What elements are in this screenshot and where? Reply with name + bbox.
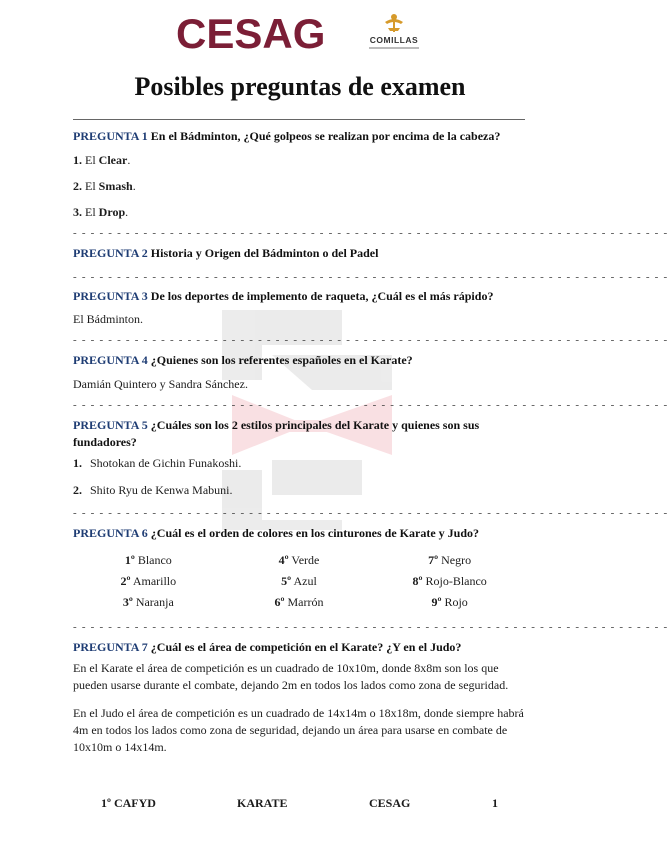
- question-label: PREGUNTA 6: [73, 526, 148, 540]
- question-3: [73, 288, 525, 305]
- question-1: [73, 128, 525, 145]
- question-label: PREGUNTA 1: [73, 129, 148, 143]
- question-5: [73, 417, 525, 451]
- comillas-crest-icon: [381, 12, 407, 34]
- separator: - - - - - - - - - - - - - - - - - - - - - - - - - - - - - - - - - - - - - - - - - - - - - - - - - - - - - - - - - - - - - - - - - - - -: [73, 271, 668, 283]
- cesag-logo: CESAG: [176, 10, 326, 57]
- answer-paragraph: En el Judo el área de competición es un cuadrado de 14x14m o 18x18m, donde siempre habrá 4m en todos los lados como zona de seguridad, dejando un área para usarse en combate de 10x10m o 14x14m.: [73, 706, 524, 754]
- questions: [73, 128, 668, 756]
- answer-paragraph: En el Karate el área de competición es un cuadrado de 10x10m, donde 8x8m son los que pueden usarse durante el combate, dejando 2m en todos los lados como zona de seguridad.: [73, 661, 509, 692]
- list-item: 1. El Clear.: [73, 153, 131, 167]
- page-title: Posibles preguntas de examen: [134, 72, 466, 101]
- question-7: [73, 639, 525, 656]
- separator: - - - - - - - - - - - - - - - - - - - - - - - - - - - - - - - - - - - - - - - - - - - - - - - - - - - - - - - - - - - - - - - - - - - -: [73, 399, 668, 411]
- comillas-logo: [359, 12, 429, 49]
- question-text: Historia y Origen del Bádminton o del Padel: [150, 246, 379, 260]
- answer-text: Damián Quintero y Sandra Sánchez.: [73, 377, 248, 391]
- belt-item: 4º Verde: [278, 553, 320, 567]
- question-4: [73, 352, 525, 369]
- belt-item: 5º Azul: [281, 574, 317, 588]
- footer-course: 1º CAFYD: [101, 796, 156, 810]
- question-label: PREGUNTA 7: [73, 640, 148, 654]
- title-divider: [73, 119, 525, 120]
- question-label: PREGUNTA 4: [73, 353, 148, 367]
- question-label: PREGUNTA 2: [73, 246, 148, 260]
- answer-list: [73, 152, 525, 221]
- belt-item: 6º Marrón: [274, 595, 324, 609]
- comillas-name: COMILLAS: [369, 35, 419, 45]
- list-item: 3. El Drop.: [73, 205, 129, 219]
- belt-item: 1º Blanco: [124, 553, 172, 567]
- list-item: 1. Shotokan de Gichin Funakoshi.: [73, 456, 242, 470]
- belt-item: 9º Rojo: [431, 595, 468, 609]
- question-text: En el Bádminton, ¿Qué golpeos se realizan por encima de la cabeza?: [150, 129, 501, 143]
- question-label: PREGUNTA 5: [73, 418, 148, 432]
- question-text: ¿Cuál es el área de competición en el Karate? ¿Y en el Judo?: [150, 640, 462, 654]
- question-label: PREGUNTA 3: [73, 289, 148, 303]
- comillas-subtitle-line: [369, 47, 419, 49]
- question-text: ¿Cuál es el orden de colores en los cinturones de Karate y Judo?: [150, 526, 480, 540]
- belt-item: 7º Negro: [428, 553, 472, 567]
- question-text: ¿Cuáles son los 2 estilos principales del Karate y quienes son sus fundadores?: [73, 418, 480, 449]
- question-6: [73, 525, 525, 542]
- list-item: 2. El Smash.: [73, 179, 136, 193]
- question-text: ¿Quienes son los referentes españoles en el Karate?: [150, 353, 413, 367]
- answer-text: El Bádminton.: [73, 312, 143, 326]
- separator: - - - - - - - - - - - - - - - - - - - - - - - - - - - - - - - - - - - - - - - - - - - - - - - - - - - - - - - - - - - - - - - - - - - -: [73, 334, 668, 346]
- belt-grid: [73, 552, 525, 611]
- question-2: [73, 245, 525, 262]
- separator: - - - - - - - - - - - - - - - - - - - - - - - - - - - - - - - - - - - - - - - - - - - - - - - - - - - - - - - - - - - - - - - - - - - -: [73, 227, 668, 239]
- belt-item: 2º Amarillo: [120, 574, 177, 588]
- list-item: 2. Shito Ryu de Kenwa Mabuni.: [73, 483, 233, 497]
- header: [176, 10, 436, 62]
- belt-item: 3º Naranja: [122, 595, 174, 609]
- separator: - - - - - - - - - - - - - - - - - - - - - - - - - - - - - - - - - - - - - - - - - - - - - - - - - - - - - - - - - - - - - - - - - - - -: [73, 621, 668, 633]
- separator: - - - - - - - - - - - - - - - - - - - - - - - - - - - - - - - - - - - - - - - - - - - - - - - - - - - - - - - - - - - - - - - - - - - -: [73, 507, 668, 519]
- footer-institution: CESAG: [369, 796, 411, 810]
- belt-item: 8º Rojo-Blanco: [412, 574, 487, 588]
- footer-subject: KARATE: [237, 796, 288, 810]
- question-text: De los deportes de implemento de raqueta, ¿Cuál es el más rápido?: [150, 289, 494, 303]
- page-number: 1: [492, 796, 498, 810]
- answer-list: [73, 455, 525, 499]
